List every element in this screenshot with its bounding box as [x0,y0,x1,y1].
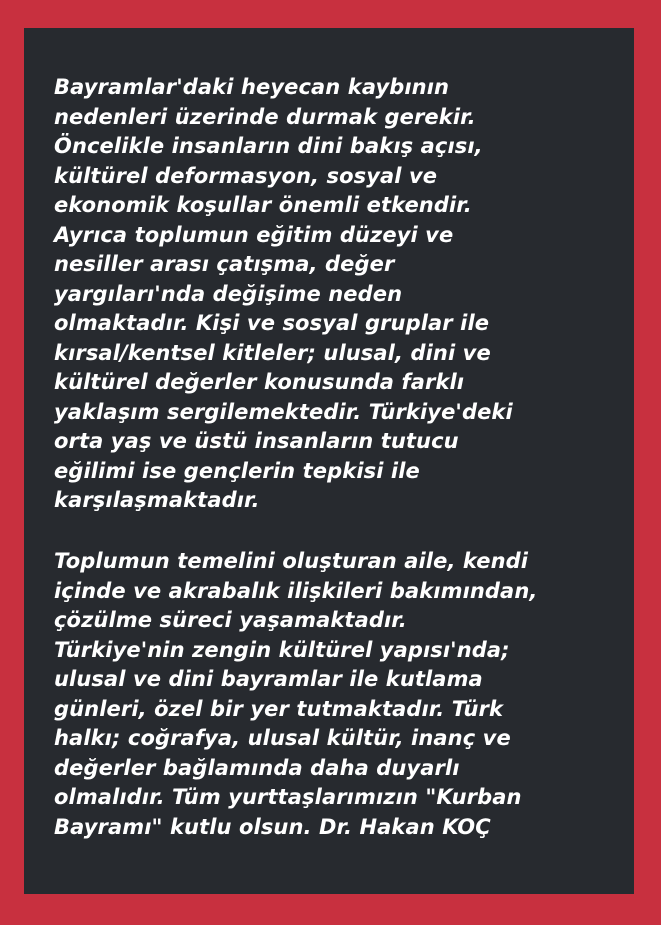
text-line: içinde ve akrabalık ilişkileri bakımından, [54,578,538,603]
paragraph-2 [54,547,634,842]
text-line: eğilimi ise gençlerin tepkisi ile [54,458,420,483]
text-line: Türkiye'nin zengin kültürel yapısı'nda; [54,637,510,662]
text-line: orta yaş ve üstü insanların tutucu [54,429,459,453]
text-line: Bayramı" kutlu olsun. Dr. Hakan KOÇ [54,814,491,839]
text-line: değerler bağlamında daha duyarlı [54,755,460,780]
text-line: yaklaşım sergilemektedir. Türkiye'deki [54,399,513,424]
text-line: nesiller arası çatışma, değer [54,252,395,276]
text-line: Toplumun temelini oluşturan aile, kendi [54,549,529,573]
text-line: Öncelikle insanların dini bakış açısı, [54,134,483,158]
text-line: kırsal/kentsel kitleler; ulusal, dini ve [54,340,491,365]
text-panel [24,28,634,894]
text-line: nedenleri üzerinde durmak gerekir. [54,104,476,129]
text-line: ekonomik koşullar önemli etkendir. [54,193,472,217]
paragraph-1 [54,73,634,516]
text-line: Bayramlar'daki heyecan kaybının [54,75,450,99]
text-line: Ayrıca toplumun eğitim düzeyi ve [54,222,454,247]
text-line: halkı; coğrafya, ulusal kültür, inanç ve [54,726,511,750]
text-line: kültürel değerler konusunda farklı [54,370,465,394]
text-line: yargıları'nda değişime neden [54,281,403,306]
text-line: ulusal ve dini bayramlar ile kutlama [54,667,483,691]
text-line: günleri, özel bir yer tutmaktadır. Türk [54,696,504,721]
text-line: kültürel deformasyon, sosyal ve [54,163,438,188]
text-line: olmalıdır. Tüm yurttaşlarımızın "Kurban [54,785,522,809]
text-line: olmaktadır. Kişi ve sosyal gruplar ile [54,311,490,335]
text-line: karşılaşmaktadır. [54,488,260,512]
text-line: çözülme süreci yaşamaktadır. [54,608,407,632]
